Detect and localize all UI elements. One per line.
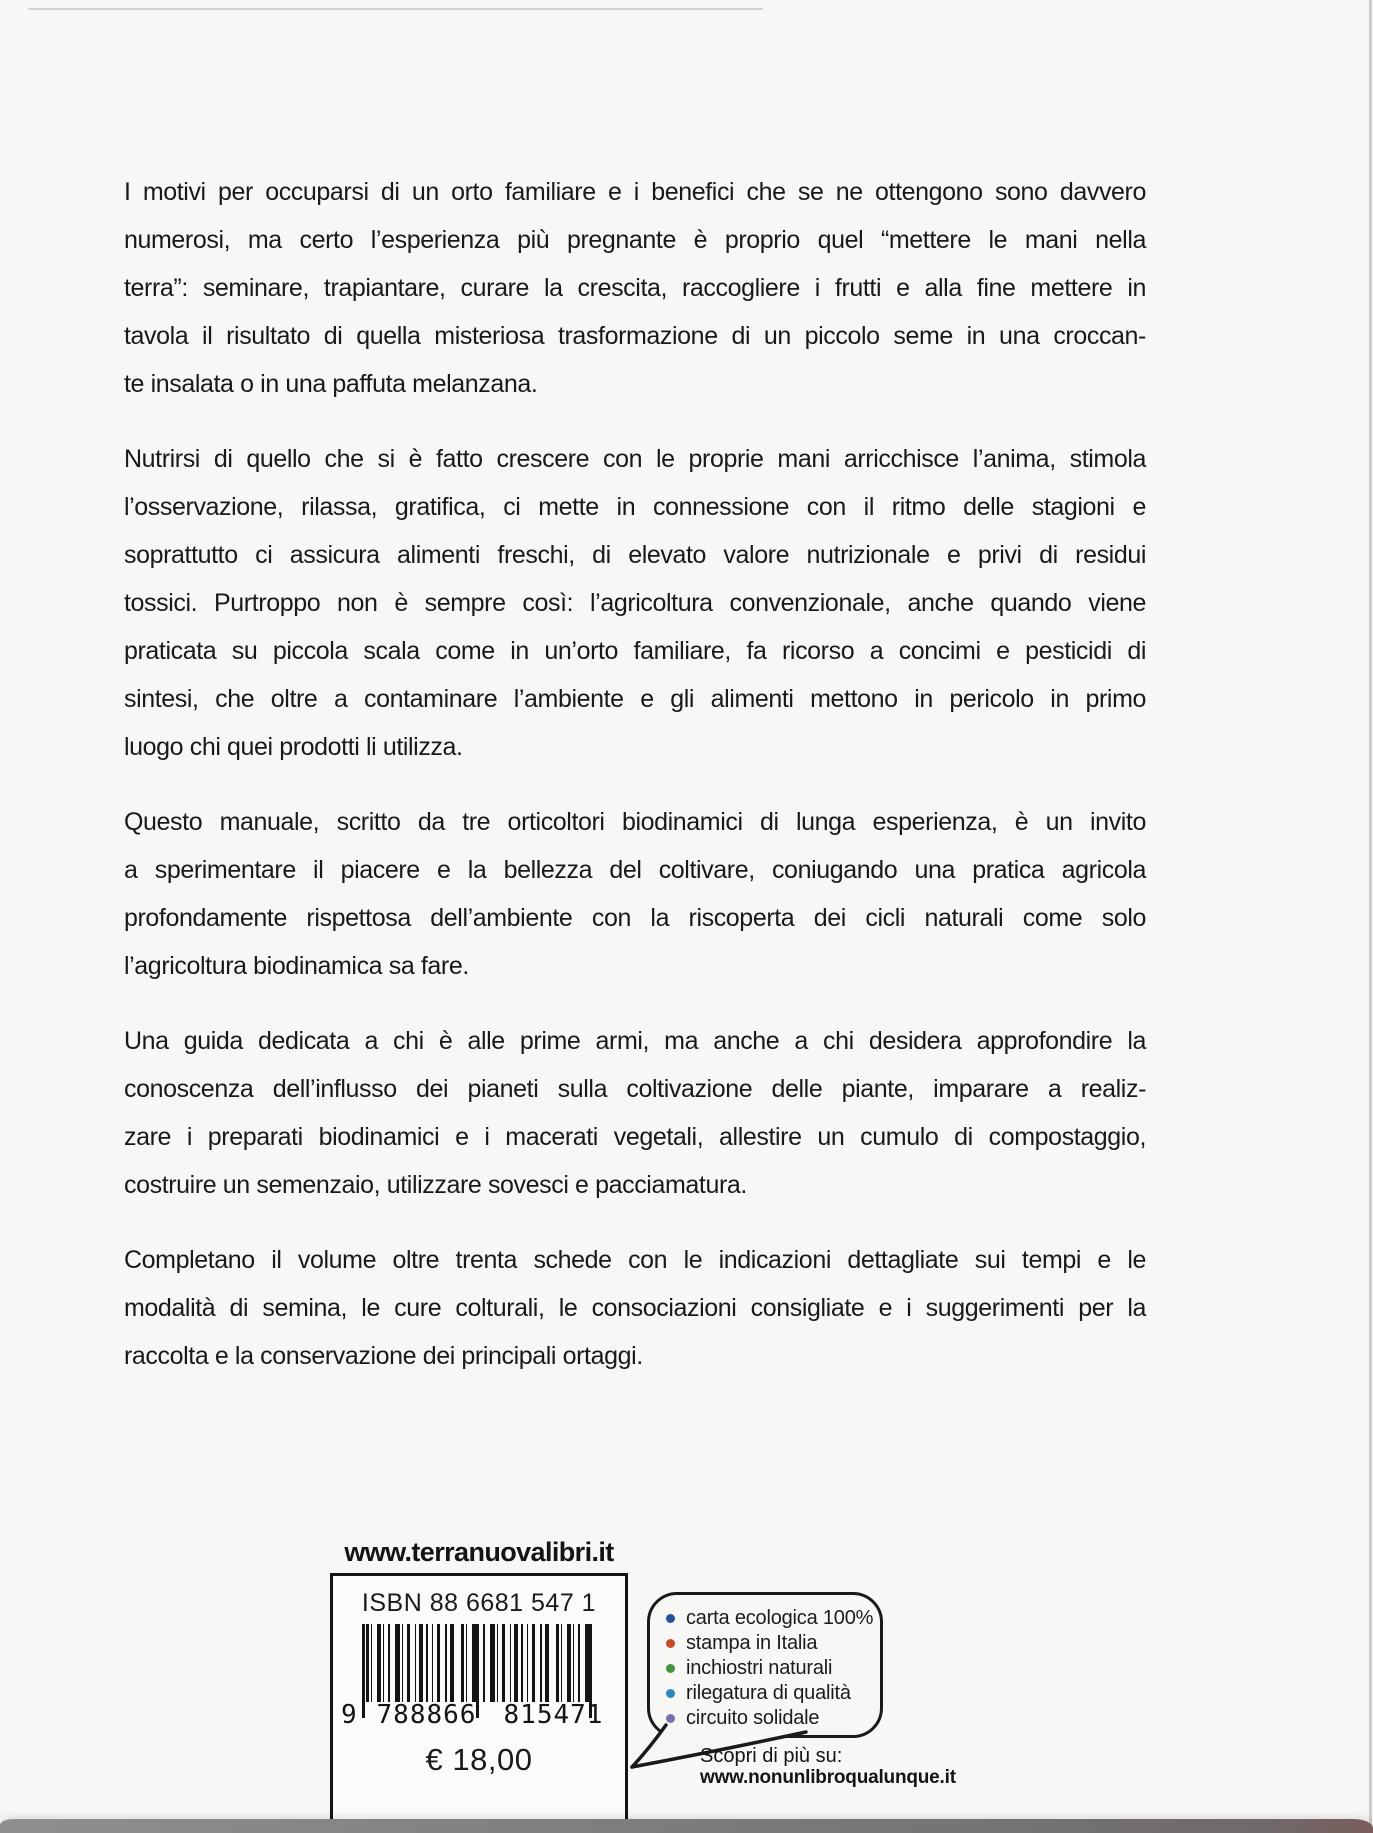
bubble-item-label: carta ecologica 100% — [686, 1607, 874, 1629]
ean-digit: 9 — [341, 1700, 357, 1730]
body-line: Completano il volume oltre trenta schede con le indicazioni dettagliate sui tempi e le — [124, 1246, 1146, 1274]
blurb-text — [124, 168, 1146, 1407]
body-line: sintesi, che oltre a contaminare l’ambiente e gli alimenti mettono in pericolo in primo — [124, 685, 1146, 713]
bubble-item-label: rilegatura di qualità — [686, 1682, 851, 1704]
bubble-item — [666, 1656, 874, 1681]
eco-features-bubble — [647, 1592, 883, 1738]
body-line: terra”: seminare, trapiantare, curare la crescita, raccogliere i frutti e alla fine mettere in — [124, 274, 1146, 302]
paragraph — [124, 168, 1146, 408]
body-line: soprattutto ci assicura alimenti freschi, di elevato valore nutrizionale e privi di residui — [124, 541, 1146, 569]
body-line: conoscenza dell’influsso dei pianeti sulla coltivazione delle piante, imparare a realiz- — [124, 1075, 1146, 1103]
body-line: l’osservazione, rilassa, gratifica, ci mette in connessione con il ritmo delle stagioni e — [124, 493, 1146, 521]
more-info — [700, 1746, 956, 1788]
body-line: luogo chi quei prodotti li utilizza. — [124, 733, 463, 761]
body-line: Una guida dedicata a chi è alle prime armi, ma anche a chi desidera approfondire la — [124, 1027, 1146, 1055]
more-info-url: www.nonunlibroqualunque.it — [700, 1767, 956, 1788]
body-line: profondamente rispettosa dell’ambiente con la riscoperta dei cicli naturali come solo — [124, 904, 1146, 932]
book-bottom-edge — [0, 1819, 1373, 1833]
bullet-dot — [666, 1639, 675, 1648]
body-line: tavola il risultato di quella misteriosa trasformazione di un piccolo seme in una croccan- — [124, 322, 1146, 350]
body-line: numerosi, ma certo l’esperienza più pregnante è proprio quel “mettere le mani nella — [124, 226, 1146, 254]
ean-group: 788866 — [376, 1700, 477, 1730]
body-line: modalità di semina, le cure colturali, le consociazioni consigliate e i suggerimenti per la — [124, 1294, 1146, 1322]
publisher-website-url: www.terranuovalibri.it — [344, 1537, 614, 1567]
bubble-item-label: inchiostri naturali — [686, 1657, 833, 1679]
body-line: praticata su piccola scala come in un’orto familiare, fa ricorso a concimi e pesticidi di — [124, 637, 1146, 665]
scan-artifact-edge — [1369, 0, 1372, 1833]
paragraph — [124, 1017, 1146, 1209]
body-line: tossici. Purtroppo non è sempre così: l’agricoltura convenzionale, anche quando viene — [124, 589, 1146, 617]
body-line: a sperimentare il piacere e la bellezza del coltivare, coniugando una pratica agricola — [124, 856, 1146, 884]
price: € 18,00 — [425, 1742, 533, 1777]
paragraph — [124, 798, 1146, 990]
bubble-item — [666, 1606, 874, 1631]
more-info-caption: Scopri di più su: — [700, 1745, 843, 1767]
body-line: l’agricoltura biodinamica sa fare. — [124, 952, 469, 980]
paragraph — [124, 435, 1146, 771]
isbn-label: ISBN 88 6681 547 1 — [361, 1589, 597, 1617]
bullet-dot — [666, 1664, 675, 1673]
body-line: Questo manuale, scritto da tre orticoltori biodinamici di lunga esperienza, è un invito — [124, 808, 1146, 836]
bullet-dot — [666, 1614, 675, 1623]
body-line: zare i preparati biodinamici e i macerati vegetali, allestire un cumulo di compostaggio, — [124, 1123, 1146, 1151]
bullet-dot — [666, 1689, 675, 1698]
bubble-item-label: circuito solidale — [686, 1707, 820, 1729]
body-line: costruire un semenzaio, utilizzare sovesci e pacciamatura. — [124, 1171, 747, 1199]
body-line: te insalata o in una paffuta melanzana. — [124, 370, 538, 398]
body-line: Nutrirsi di quello che si è fatto crescere con le proprie mani arricchisce l’anima, stimola — [124, 445, 1146, 473]
ean-group: 815471 — [503, 1700, 604, 1730]
bubble-item-label: stampa in Italia — [686, 1632, 818, 1654]
bubble-item — [666, 1681, 874, 1706]
bullet-dot — [666, 1714, 675, 1723]
body-line: I motivi per occuparsi di un orto familiare e i benefici che se ne ottengono sono davvero — [124, 178, 1146, 206]
paragraph — [124, 1236, 1146, 1380]
body-line: raccolta e la conservazione dei principali ortaggi. — [124, 1342, 643, 1370]
isbn-barcode-box — [330, 1573, 628, 1833]
scan-artifact-line — [28, 8, 763, 10]
bubble-item — [666, 1631, 874, 1656]
ean-digits — [341, 1700, 617, 1730]
barcode — [366, 1624, 592, 1702]
